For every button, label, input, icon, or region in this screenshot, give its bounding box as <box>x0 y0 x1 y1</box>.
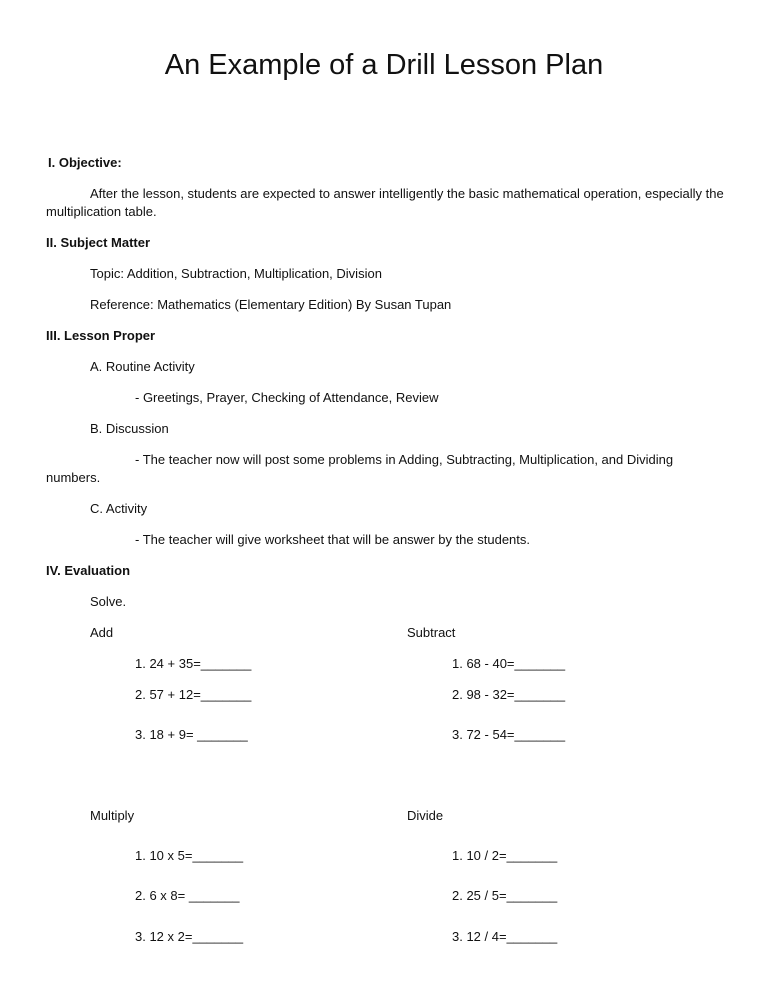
add-item: 1. 24 + 35=_______ <box>135 656 252 671</box>
multiply-item: 1. 10 x 5=_______ <box>135 848 244 863</box>
divide-item: 3. 12 / 4=_______ <box>452 929 558 944</box>
objective-text: After the lesson, students are expected to answer intelligently the basic mathematical operation, especially the multiplication table. <box>46 186 724 219</box>
subject-matter-heading: II. Subject Matter <box>46 235 151 250</box>
evaluation-heading: IV. Evaluation <box>46 563 131 578</box>
lesson-proper-heading: III. Lesson Proper <box>46 328 156 343</box>
add-label: Add <box>90 625 114 640</box>
subtract-item: 1. 68 - 40=_______ <box>452 656 566 671</box>
routine-activity-label: A. Routine Activity <box>90 359 195 374</box>
discussion-text: - The teacher now will post some problems in Adding, Subtracting, Multiplication, and Dividing numbers. <box>46 452 674 485</box>
subtract-item: 2. 98 - 32=_______ <box>452 687 566 702</box>
page-title: An Example of a Drill Lesson Plan <box>164 49 604 81</box>
multiply-item: 3. 12 x 2=_______ <box>135 929 244 944</box>
add-item: 3. 18 + 9= _______ <box>135 727 248 742</box>
subtract-item: 3. 72 - 54=_______ <box>452 727 566 742</box>
subtract-label: Subtract <box>407 625 456 640</box>
routine-activity-text: - Greetings, Prayer, Checking of Attendance, Review <box>135 390 439 405</box>
divide-item: 2. 25 / 5=_______ <box>452 888 558 903</box>
divide-item: 1. 10 / 2=_______ <box>452 848 558 863</box>
discussion-label: B. Discussion <box>90 421 169 436</box>
add-item: 2. 57 + 12=_______ <box>135 687 252 702</box>
evaluation-instruction: Solve. <box>90 594 127 609</box>
activity-text: - The teacher will give worksheet that will be answer by the students. <box>135 532 531 547</box>
divide-label: Divide <box>407 808 444 823</box>
objective-heading: I. Objective: <box>48 155 122 170</box>
activity-label: C. Activity <box>90 501 148 516</box>
subject-matter-topic: Topic: Addition, Subtraction, Multiplication, Division <box>90 266 382 281</box>
multiply-label: Multiply <box>90 808 135 823</box>
multiply-item: 2. 6 x 8= _______ <box>135 888 240 903</box>
subject-matter-reference: Reference: Mathematics (Elementary Edition) By Susan Tupan <box>90 297 452 312</box>
